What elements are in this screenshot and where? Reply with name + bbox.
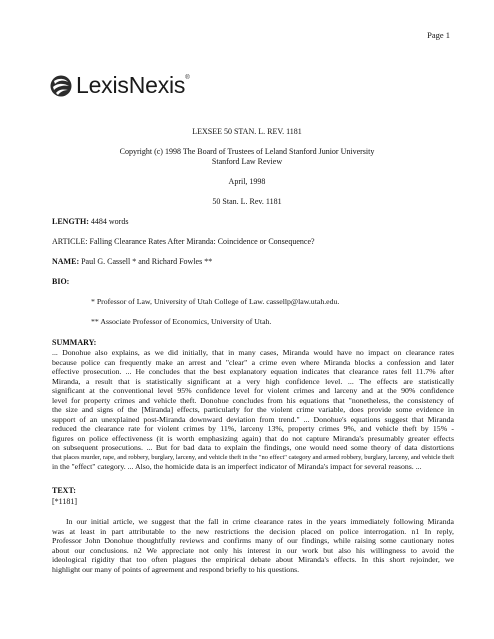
length-value: 4484 words [90,217,129,226]
lexisnexis-logo [50,72,189,99]
bio-label [52,277,69,287]
body-line: In our initial article, we suggest that the fall in crime clearance rates in the years immediately following Miranda [66,517,454,526]
text-label-text: TEXT: [52,486,76,495]
text-label [52,486,76,496]
summary-label [52,338,96,348]
body-paragraph [52,517,454,574]
summary-line: the size and signs of the [Miranda] effects, particularly for the violent crime variable, does provide some evidence in [52,405,454,414]
summary-paragraph [52,348,454,472]
citation-line: 50 Stan. L. Rev. 1181 [212,197,282,206]
summary-line: support of an unexplained post-Miranda downward deviation from trend." ... Donohue's equations suggest that Miranda [52,414,454,424]
body-line: about our conclusions. n2 We appreciate not only his interest in our work but also his willingness to avoid the [52,545,454,555]
article-title: ARTICLE: Falling Clearance Rates After Miranda: Coincidence or Consequence? [52,237,315,246]
length-label: LENGTH: [52,217,89,226]
bio-line: * Professor of Law, University of Utah College of Law. cassellp@law.utah.edu. [91,297,340,306]
copyright-line: Copyright (c) 1998 The Board of Trustees of Leland Stanford Junior University [119,147,375,156]
summary-line: ... Donohue also explains, as we did initially, that in many cases, Miranda would have no impact on clearance rates [52,348,454,357]
body-line: ideological rigidity that too often plagues the empirical debate about Miranda's effects. In this short rejoinder, we [52,555,454,564]
body-line: highlight our many of points of agreement and respond briefly to his questions. [52,564,300,574]
summary-line: that places murder, rape, and robbery, burglary, larceny, and vehicle theft in the "no effect" category and armed robbery, burglary, larceny, and vehicle theft [52,453,455,461]
citation-header: LEXSEE 50 STAN. L. REV. 1181 [192,127,302,136]
page-pin-cite: [*1181] [52,497,78,506]
summary-line: because police can frequently make an arrest and "clear" a crime even where Miranda blocks a confession and later [52,357,454,367]
body-line: was at least in part attributable to the new restrictions the decision placed on police interrogation. n1 In reply, [52,526,454,536]
name-value: Paul G. Cassell * and Richard Fowles ** [81,257,213,266]
bio-label-text: BIO: [52,277,70,286]
name-label: NAME: [52,257,80,266]
summary-line: effective prosecution. ... He concludes that the best explanatory equation indicates that clearance rates fell 11.7% after [52,367,454,376]
length-line [52,217,128,227]
summary-line: significant at the conventional level 95% confidence level for violent crimes and larceny and at the 90% confidence [52,386,454,395]
name-line [52,257,212,267]
logo-wordmark [76,72,189,99]
logo-registered-mark: ® [185,75,190,81]
logo-brand: LexisNexis [76,72,186,98]
body-line: Professor John Donohue thoughtfully reviews and confirms many of our findings, while raising some cautionary notes [52,536,454,545]
summary-line: in the "effect" category. ... Also, the homicide data is an imperfect indicator of Miranda's impact for several reasons. ... [52,462,422,471]
globe-icon [50,75,72,97]
journal-name: Stanford Law Review [211,157,283,166]
summary-line: Miranda, a result that is statistically significant at a very high confidence level. ... The effects are statistically [52,376,454,386]
summary-line: reduced the clearance rate for violent crimes by 11%, larceny 13%, property crimes 9%, and vehicle theft by 15% - [52,424,454,433]
summary-line: figures on police effectiveness (it is worth emphasizing again) that do not capture Miranda's presumably greater effects [52,433,454,443]
bio-line: ** Associate Professor of Economics, University of Utah. [91,317,272,326]
publication-date: April, 1998 [228,177,266,186]
summary-label-text: SUMMARY: [52,338,97,347]
summary-line: level for property crimes and vehicle theft. Donohue concludes from his equations that "nonetheless, the consistency of [52,395,454,405]
page-number: Page 1 [427,30,450,40]
summary-line: on subsequent prosecutions. ... But for bad data to explain the findings, one would need some theory of data distortions [52,443,454,452]
